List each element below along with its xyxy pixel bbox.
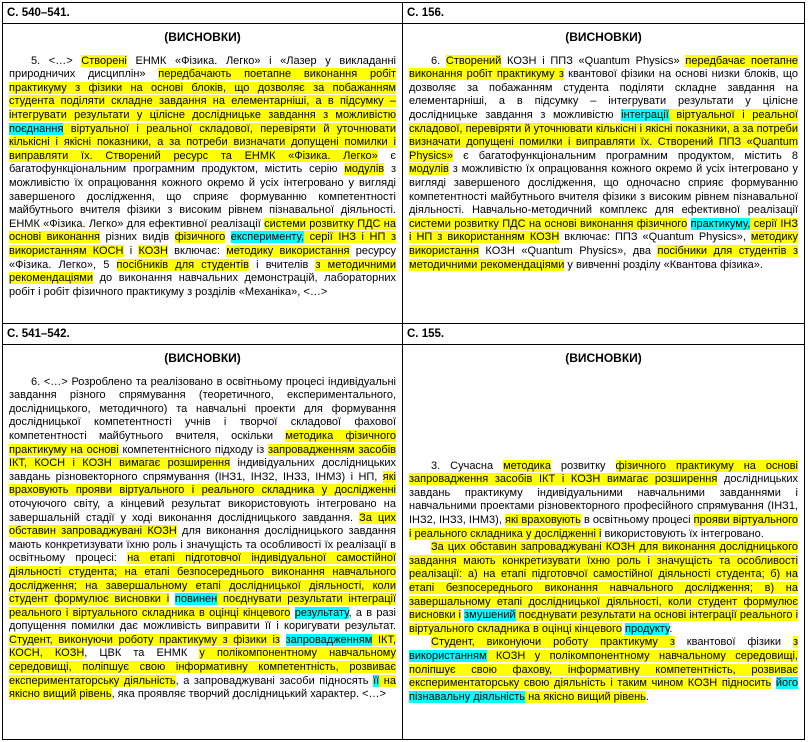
highlight-yellow: на якісно вищий рівень bbox=[9, 674, 396, 701]
section-title: (ВИСНОВКИ) bbox=[164, 30, 241, 44]
highlight-cyan: запровадженням bbox=[285, 633, 373, 646]
text-cell bbox=[3, 345, 403, 740]
highlight-yellow: посібники для студентів з методичними рекомендаціями bbox=[409, 244, 798, 271]
highlight-yellow: системи розвитку ПДС на основі виконання bbox=[9, 217, 396, 244]
highlight-yellow: Створені bbox=[81, 54, 127, 67]
text-run: індивідуальних дослідницьких завдань різновекторного спрямування (ІНЗ1, ІНЗ2, ІНЗ3, ІНМ3) і НП, bbox=[9, 457, 396, 483]
text-run: є багатофункціональним програмним продуктом, містить 8 bbox=[453, 149, 798, 162]
text-run: квантової фізики bbox=[674, 636, 793, 649]
highlight-yellow: запровадженням засобів ІКТ, КОСН і КОЗН вимагає розширення bbox=[9, 443, 396, 470]
text-run bbox=[225, 231, 231, 243]
page-ref-header: С. 156. bbox=[403, 3, 805, 24]
highlight-yellow: які враховують bbox=[505, 513, 581, 526]
text-run: 5. <…> bbox=[31, 54, 82, 67]
highlight-yellow: методику використання bbox=[409, 231, 799, 257]
text-run: і вчителів bbox=[248, 258, 316, 271]
highlight-cyan: інтеграції bbox=[621, 108, 669, 121]
highlight-yellow: віртуальної і реальної складової, перевіряти й уточнювати кількісні і якісні показники, а за потреби визначати допущені помилки і виправляти їх. Створений ППЗ «Quantum Physics» bbox=[409, 108, 798, 162]
highlight-cyan: продукту bbox=[625, 622, 670, 635]
text-run: з можливістю їх опрацювання кожного окремо й усіх інтегровано у вигляді завершеного дослідження, що одночасно сприяє формуванню компетентності майбутнього вчителя фізики з високим рівнем пізнавальної діяльності. Навчально-методичний комплекс для ефективної реалізації bbox=[409, 163, 798, 217]
highlight-yellow: посібників для студентів bbox=[116, 258, 249, 271]
paragraph bbox=[409, 636, 798, 704]
text-run: ЕНМК «Фізика. Легко» і «Лазер у викладанні природничих дисциплін» bbox=[9, 54, 396, 81]
text-run: і bbox=[123, 244, 139, 257]
text-run: . bbox=[669, 622, 673, 635]
text-run: 6. <…> Розроблено та реалізовано в освітньому процесі індивідуальні завдання різного спрямування (теоретичного, експериментального, дослідницького, методичного) та навчальні проекти для формування дослідницької компетентності учнів і творчої складової фахової компетентності майбутнього вчителя, оскільки bbox=[9, 375, 396, 442]
highlight-yellow: поєднувати результати інтеграції реального і віртуального складника в оцінці кінцевого bbox=[9, 593, 396, 619]
text-cell bbox=[3, 24, 403, 324]
text-run: в освітньому процесі bbox=[580, 513, 694, 526]
highlight-yellow: фізичного bbox=[174, 231, 226, 244]
highlight-cyan: поєднання bbox=[9, 122, 64, 135]
highlight-yellow: системи розвитку ПДС на основі виконання фізичного bbox=[409, 217, 688, 230]
text-run: до виконання навчальних демонстрацій, лабораторних робіт і робіт фізичного практикуму з розділів «Механіка», <…> bbox=[9, 272, 396, 298]
text-run: , яка проявляє творчий дослідницький характер. <…> bbox=[111, 688, 386, 701]
highlight-yellow: За цих обставин запроваджувані КОЗН для виконання дослідницького завдання мають конкретизувати їхню роль і значущість та особливості реалізації: а) на етапі підготовчої самостійної діяльності студента; б) на етапі безпосереднього виконання навчального дослідження; в) на завершальному етапі дослідницької діяльності, коли студент формулює висновки і bbox=[409, 541, 798, 622]
highlight-yellow: КОЗН bbox=[138, 244, 168, 257]
paragraph bbox=[409, 55, 798, 273]
table-row bbox=[3, 345, 805, 740]
highlight-yellow: у полікомпонентному навчальному середовищі, поліпшує свою інформативну компетентність, розвиває експериментаторську діяльність bbox=[9, 647, 396, 687]
text-run: включає: bbox=[167, 244, 227, 257]
section-title: (ВИСНОВКИ) bbox=[565, 30, 642, 44]
table-row bbox=[3, 324, 805, 345]
highlight-yellow: віртуальної і реальної складової, перевіряти й уточнювати кількісні і якісні показники, а за потреби визначати допущені помилки і виправляти їх. Створений ресурс та ЕНМК «Фізика. Легко» bbox=[9, 122, 396, 162]
highlight-cyan: його пізнавальну діяльність bbox=[409, 677, 799, 703]
text-run: з можливістю їх опрацювання кожного окремо й усіх інтегровано у вигляді завершеного дослідження, що сприяє формуванню компетентності майбутнього вчителя фізики з високим рівнем пізнавальної діяльності. ЕНМК «Фізика. Легко» для ефективної реалізації bbox=[9, 163, 396, 230]
highlight-yellow: Студент, виконуючи роботу практикуму з фізики із bbox=[9, 633, 280, 646]
text-run: використовують їх інтегровано. bbox=[601, 527, 764, 540]
highlight-yellow: методика bbox=[503, 459, 551, 472]
text-cell bbox=[403, 24, 805, 324]
text-run: , а запроваджувані засоби підносять bbox=[175, 674, 374, 687]
highlight-yellow: з методичними рекомендаціями bbox=[9, 258, 396, 285]
text-run: 6. bbox=[431, 54, 446, 67]
highlight-yellow: з bbox=[792, 636, 798, 649]
paragraph bbox=[9, 55, 396, 300]
highlight-yellow: Студент, виконуючи роботу практикуму з bbox=[431, 636, 675, 649]
text-cell bbox=[403, 345, 805, 740]
highlight-yellow: модулів bbox=[344, 163, 385, 176]
page-ref-header: С. 155. bbox=[403, 324, 805, 345]
highlight-yellow: КОЗН у полікомпонентному навчальному середовищі, поліпшує свою фахову, інформативну компетентність, розвиває експериментаторську свою діяльність і таким чином КОЗН підносить bbox=[409, 649, 798, 690]
highlight-yellow: на етапі підготовчої індивідуальної самостійної діяльності студента; на етапі безпосереднього виконання навчального дослідження; на завершальному етапі дослідницької діяльності, коли студент формулює висновки і bbox=[9, 552, 396, 606]
text-run: для виконання дослідницького завдання мають конкретизувати їхню роль і значущість та особливості їх реалізації в освітньому процесі: bbox=[9, 525, 396, 565]
table-row bbox=[3, 24, 805, 324]
text-run: різних видів bbox=[100, 231, 175, 244]
paragraph bbox=[409, 460, 798, 542]
text-run: дослідницьких завдань практикуму індивідуальними навчальними завданнями і навчальними проектами різновекторного професійного спрямування (ІНЗ1, ІНЗ2, ІНЗ3, ІНМ3), bbox=[409, 473, 798, 526]
highlight-yellow: За цих обставин запроваджувані КОЗН bbox=[9, 511, 396, 538]
text-run: оточуючого світу, а кінцевий результат використовують інтегровано на завершальній стадії у ході виконання дослідницького завдання. bbox=[9, 497, 396, 524]
highlight-yellow: ІКТ, КОСН, КОЗН bbox=[9, 633, 396, 660]
highlight-cyan: змушений bbox=[464, 609, 516, 622]
highlight-cyan: повинен bbox=[174, 593, 218, 606]
highlight-cyan: практикуму, bbox=[690, 217, 751, 230]
text-run: квантової фізики на основі низки блоків, що дозволяє за побажанням студента поділяти складне завдання на елементарніші, а в підсумку – інтегрувати результати у цілісне дослідницьке завдання з можливістю bbox=[409, 68, 798, 121]
text-run: є багатофункціональним програмним продуктом, містить серію bbox=[9, 149, 396, 176]
highlight-yellow: фізичного практикуму на основі запровадження засобів ІКТ і КОЗН вимагає розширення bbox=[409, 459, 798, 486]
section-title: (ВИСНОВКИ) bbox=[164, 351, 241, 365]
text-run: у вивченні розділу «Квантова фізика». bbox=[564, 258, 763, 271]
highlight-yellow: поєднувати результати на основі інтеграції реального і віртуального складника в оцінці кінцевого bbox=[409, 609, 799, 635]
highlight-yellow: серії ІНЗ і НП з використанням КОЗН bbox=[409, 217, 798, 244]
highlight-cyan: експерименту, bbox=[230, 231, 305, 244]
highlight-yellow: Створений bbox=[445, 54, 502, 67]
highlight-yellow: передбачають поетапне виконання робіт практикуму з фізики на основі блоків, що дозволяє за побажанням студента поділяти складне завдання на елементарніші, а в підсумку – інтегрувати результати у цілісне дослідницьке завдання з можливістю bbox=[9, 68, 397, 121]
text-run: . bbox=[645, 690, 649, 703]
spacer bbox=[409, 376, 798, 460]
comparison-table bbox=[2, 2, 805, 740]
text-run: , ЦВК та ЕНМК bbox=[84, 647, 200, 660]
highlight-yellow: серії ІНЗ і НП з використанням КОСН bbox=[9, 231, 397, 257]
highlight-yellow: передбачає поетапне виконання робіт практикуму з bbox=[409, 54, 799, 81]
page-ref-header: С. 541–542. bbox=[3, 324, 403, 345]
highlight-yellow: на якісно вищий рівень bbox=[525, 690, 646, 703]
table-row bbox=[3, 3, 805, 24]
highlight-yellow: які враховують прояви віртуального і реального складника у дослідженні bbox=[9, 470, 396, 497]
text-run: ресурсу «Фізика. Легко», 5 bbox=[9, 244, 396, 271]
paragraph bbox=[9, 376, 396, 702]
highlight-cyan: її bbox=[373, 674, 380, 687]
highlight-cyan: використанням bbox=[409, 649, 487, 662]
text-run bbox=[280, 634, 286, 646]
highlight-yellow: прояви віртуального і реального складника у дослідженні і bbox=[409, 513, 798, 540]
text-run: включає: ППЗ «Quantum Physics», bbox=[559, 231, 751, 244]
text-run: 3. Сучасна bbox=[431, 459, 504, 472]
highlight-yellow: методика фізичного практикуму на основі bbox=[9, 429, 397, 456]
section-title: (ВИСНОВКИ) bbox=[565, 351, 642, 365]
page-ref-header: С. 540–541. bbox=[3, 3, 403, 24]
paragraph bbox=[409, 541, 798, 636]
text-run: компетентнісного підходу із bbox=[118, 443, 268, 456]
text-run: , а в разі допущення помилки дає можливість виправити її і коригувати результат. bbox=[9, 606, 396, 633]
text-run: КОЗН «Quantum Physics», два bbox=[478, 244, 658, 257]
highlight-yellow: модулів bbox=[409, 163, 449, 176]
highlight-cyan: результату bbox=[294, 606, 349, 619]
text-run: розвитку bbox=[550, 459, 616, 472]
highlight-yellow: методику використання bbox=[226, 244, 350, 257]
text-run: КОЗН і ППЗ «Quantum Physics» bbox=[501, 54, 686, 67]
